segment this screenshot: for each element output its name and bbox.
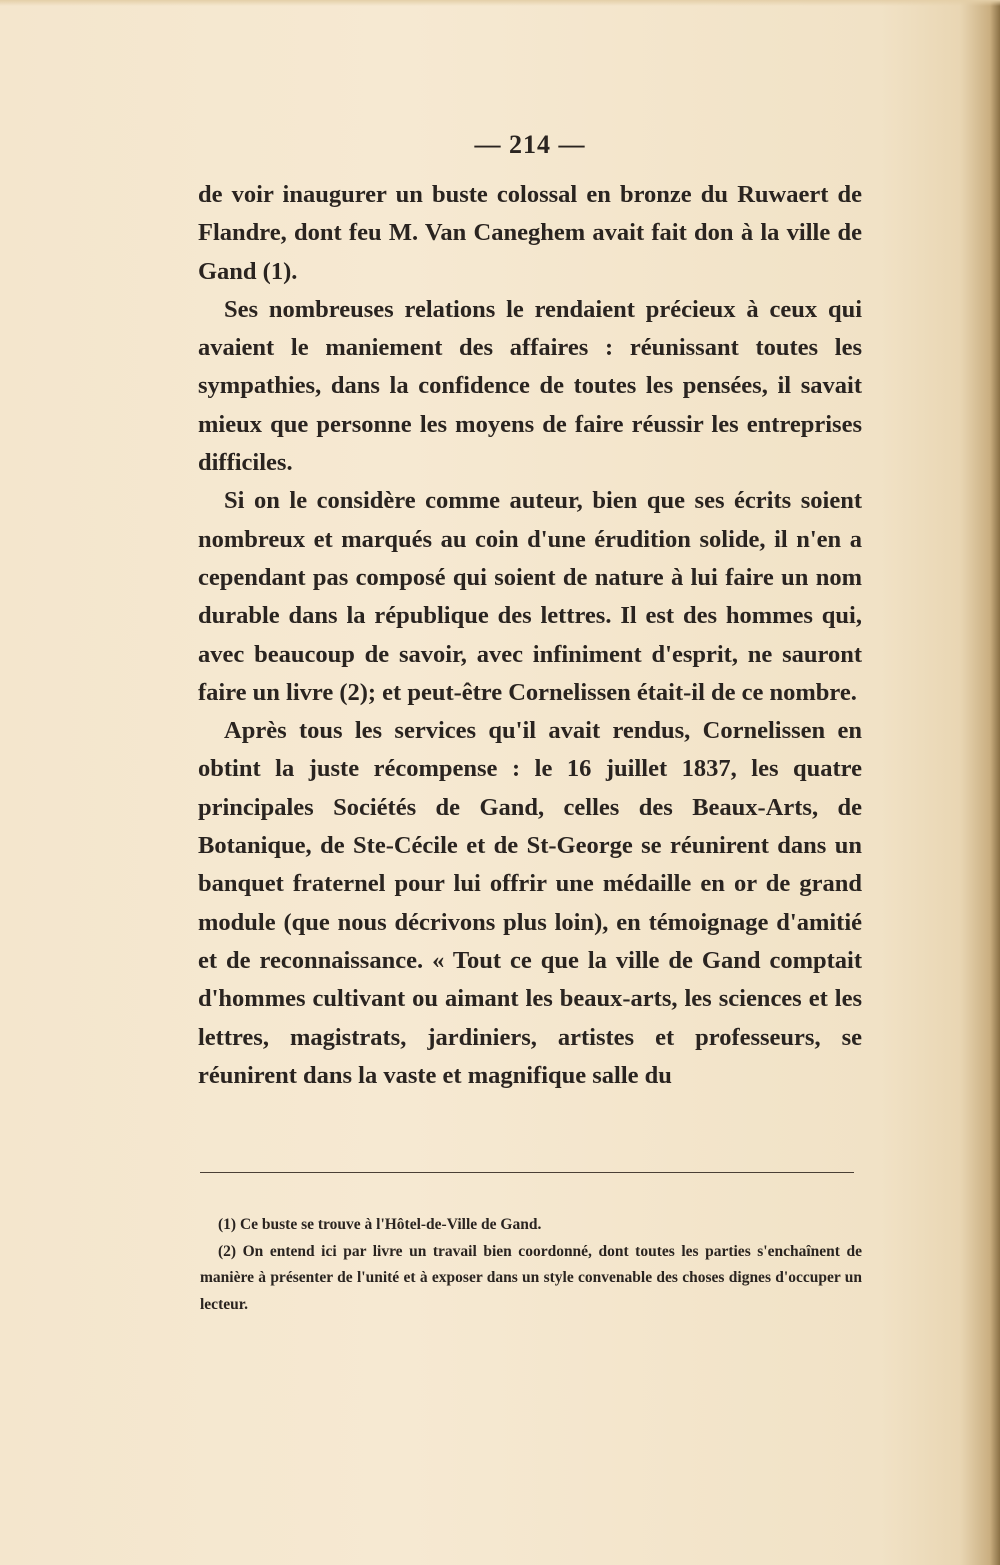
footnotes: [200, 1212, 862, 1318]
page-edge-shadow: [0, 0, 1000, 6]
footnote-separator: [200, 1172, 854, 1173]
paragraph-continuation: de voir inaugurer un buste colossal en bronze du Ruwaert de Flandre, dont feu M. Van Caneghem avait fait don à la ville de Gand (1).: [198, 181, 862, 285]
paragraph-author: Si on le considère comme auteur, bien que ses écrits soient nombreux et marqués au coin d'une érudition solide, il n'en a cependant pas composé qui soient de nature à lui faire un nom durable dans la république des lettres. Il est des hommes qui, avec beaucoup de savoir, avec infiniment d'esprit, ne sauront faire un livre (2); et peut-être Cornelissen était-il de ce nombre.: [198, 487, 862, 706]
footnote-2: (2) On entend ici par livre un travail bien coordonné, dont toutes les parties s'enchaînent de manière à présenter de l'unité et à exposer dans un style convenable des choses dignes d'occuper un lecteur.: [200, 1242, 862, 1313]
page-number: — 214 —: [474, 130, 586, 159]
main-text: [198, 176, 862, 1095]
paragraph-relations: Ses nombreuses relations le rendaient précieux à ceux qui avaient le maniement des affaires : réunissant toutes les sympathies, dans la confidence de toutes les pensées, il savait mieux que personne les moyens de faire réussir les entreprises difficiles.: [198, 295, 862, 477]
footnote-1: (1) Ce buste se trouve à l'Hôtel-de-Ville de Gand.: [218, 1216, 542, 1233]
paragraph-recompense: Après tous les services qu'il avait rendus, Cornelissen en obtint la juste récompense : le 16 juillet 1837, les quatre principales Sociétés de Gand, celles des Beaux-Arts, de Botanique, de Ste-Cécile et de St-George se réunirent dans un banquet fraternel pour lui offrir une médaille en or de grand module (que nous décrivons plus loin), en témoignage d'amitié et de reconnaissance. « Tout ce que la ville de Gand comptait d'hommes cultivant ou aimant les beaux-arts, les sciences et les lettres, magistrats, jardiniers, artistes et professeurs, se réunirent dans la vaste et magnifique salle du: [198, 717, 862, 1089]
